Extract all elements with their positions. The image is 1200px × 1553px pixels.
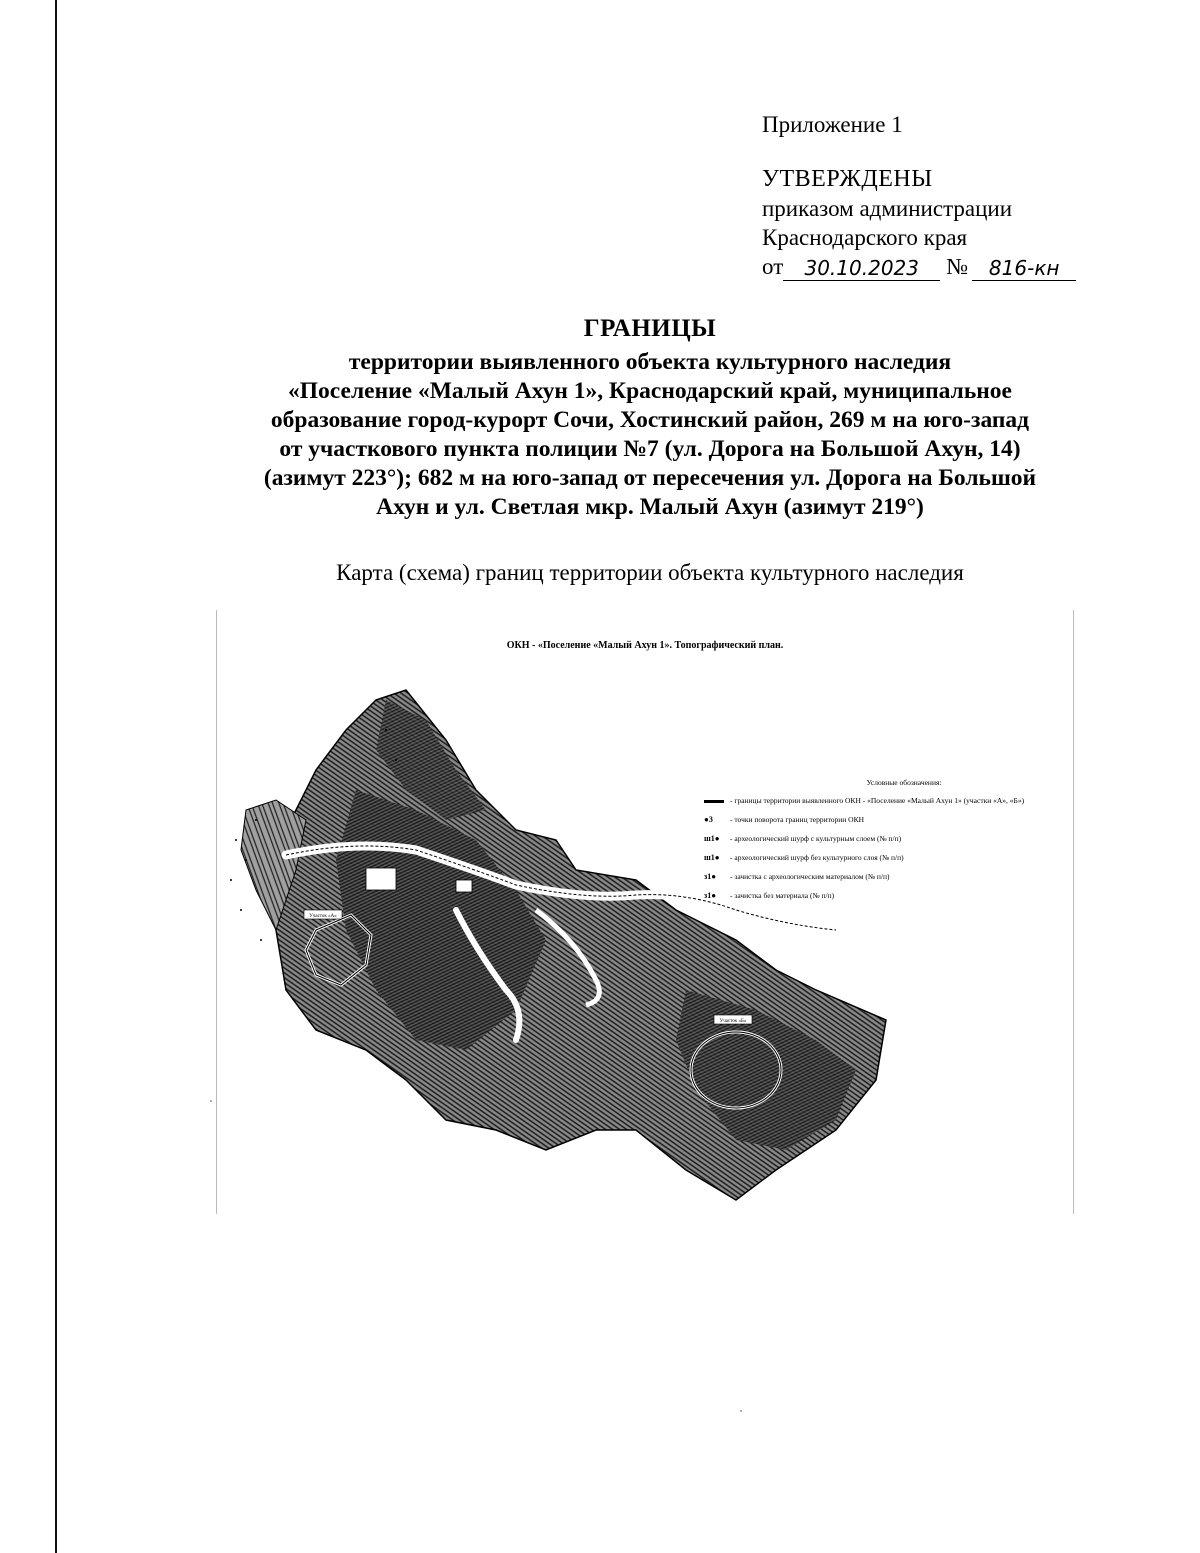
from-label: от	[762, 254, 784, 279]
legend-item	[704, 834, 1064, 844]
approved-label: УТВЕРЖДЕНЫ	[762, 166, 933, 192]
map-legend	[704, 778, 1064, 910]
legend-symbol: ш1●	[704, 853, 720, 862]
plot-a-label: Участок «А»	[309, 914, 337, 919]
legend-item	[704, 872, 1064, 882]
legend-text: - зачистка без материала (№ п/п)	[730, 891, 835, 900]
legend-symbol: з1●	[704, 872, 717, 881]
number-sign: №	[946, 254, 969, 279]
legend-text: - границы территории выявленного ОКН - «Поселение «Малый Ахун 1» (участки «А», «Б»)	[730, 796, 1025, 805]
legend-item	[704, 796, 1064, 806]
scan-speck	[740, 1410, 742, 1412]
order-date: 30.10.2023	[783, 256, 940, 281]
heading-line-6: Ахун и ул. Светлая мкр. Малый Ахун (азимут 219°)	[376, 494, 924, 520]
scan-speck	[210, 1100, 212, 1102]
annex-label: Приложение 1	[762, 112, 903, 137]
legend-symbol: ш1●	[704, 834, 720, 843]
order-number: 816-кн	[972, 256, 1076, 281]
legend-item	[704, 853, 1064, 863]
approval-line-2: Краснодарского края	[762, 225, 968, 250]
approval-block	[762, 110, 1076, 281]
heading-line-4: от участкового пункта полиции №7 (ул. Дорога на Большой Ахун, 14)	[279, 436, 1021, 462]
legend-symbol: з1●	[704, 891, 717, 900]
map-figure	[216, 610, 1074, 1214]
legend-item	[704, 815, 1064, 825]
heading-line-1: территории выявленного объекта культурного наследия	[348, 349, 952, 375]
plot-b-label: Участок «Б»	[719, 1019, 747, 1024]
map-title: ОКН - «Поселение «Малый Ахун 1». Топографический план.	[506, 640, 784, 651]
binding-line	[55, 0, 57, 1553]
order-line	[762, 252, 1076, 281]
legend-symbol: ●3	[704, 815, 713, 824]
document-title: ГРАНИЦЫ	[583, 315, 717, 342]
document-heading-body	[180, 348, 1120, 522]
legend-symbol-boundary	[704, 796, 730, 806]
legend-text: - археологический шурф без культурного слоя (№ п/п)	[730, 853, 904, 862]
legend-text: - точки поворота границ территории ОКН	[730, 815, 864, 824]
heading-line-2: «Поселение «Малый Ахун 1», Краснодарский край, муниципальное	[288, 378, 1012, 404]
heading-line-5: (азимут 223°); 682 м на юго-запад от пересечения ул. Дорога на Большой	[263, 465, 1037, 491]
legend-item	[704, 891, 1064, 901]
legend-text: - зачистка с археологическим материалом (№ п/п)	[730, 872, 890, 881]
heading-line-3: образование город-курорт Сочи, Хостинский район, 269 м на юго-запад	[270, 407, 1030, 433]
topographic-map	[216, 610, 1074, 1214]
approval-line-1: приказом администрации	[762, 196, 1013, 221]
building	[366, 868, 396, 890]
legend-text: - археологический шурф с культурным слоем (№ п/п)	[730, 834, 902, 843]
building	[456, 880, 472, 892]
legend-title: Условные обозначения:	[866, 778, 942, 787]
map-subtitle: Карта (схема) границ территории объекта культурного наследия	[336, 560, 964, 585]
document-header	[180, 314, 1120, 522]
